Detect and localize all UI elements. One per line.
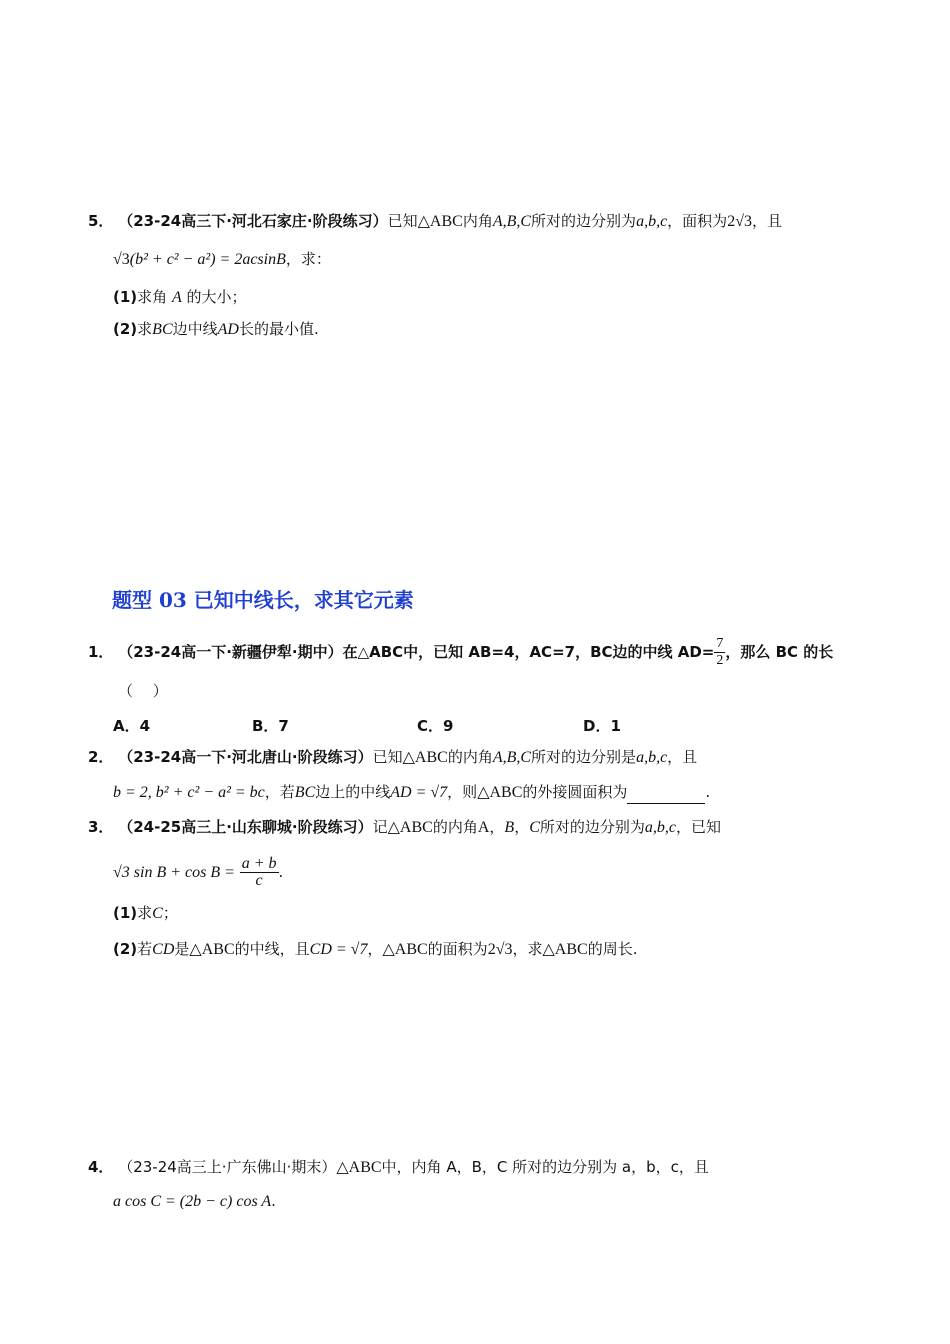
q2-line-2: b = 2, b² + c² − a² = bc，若BC边上的中线AD = √7，则△ABC的外接圆面积为 . bbox=[113, 781, 710, 804]
question-source: （24-25高三上·山东聊城·阶段练习） bbox=[118, 818, 373, 836]
answer-blank[interactable] bbox=[627, 787, 705, 804]
question-source: （23-24高一下·新疆伊犁·期中） bbox=[118, 643, 343, 661]
question-source: （23-24高一下·河北唐山·阶段练习） bbox=[118, 748, 373, 766]
fraction: $\frac{a + b}{c}$ bbox=[241, 855, 277, 889]
q5-line-2: √3(b² + c² − a²) = 2acsinB，求： bbox=[113, 250, 331, 268]
section-title: 题型 03 已知中线长，求其它元素 bbox=[112, 588, 414, 612]
question-number: 4． bbox=[88, 1158, 114, 1176]
q3-line-1: 3． （24-25高三上·山东聊城·阶段练习）记△ABC的内角A，B，C所对的边分别为a,b,c，已知 bbox=[88, 818, 722, 836]
q3-part-1: (1)求C； bbox=[113, 904, 178, 922]
question-number: 1． bbox=[88, 643, 114, 661]
q5-part-2: (2)求BC边中线AD长的最小值. bbox=[113, 320, 319, 338]
q1-line-1: 1． （23-24高一下·新疆伊犁·期中）在△ABC中，已知 AB=4，AC=7，BC边的中线 AD= $\frac{7}{2}$ ，那么 BC 的长 bbox=[88, 636, 834, 668]
q4-line-2: a cos C = (2b − c) cos A. bbox=[113, 1192, 276, 1210]
fraction: $\frac{7}{2}$ bbox=[716, 636, 724, 668]
q2-line-1: 2． （23-24高一下·河北唐山·阶段练习）已知△ABC的内角A,B,C所对的边分别是a,b,c，且 bbox=[88, 748, 698, 766]
q5-part-1: (1)求角 A 的大小； bbox=[113, 288, 247, 306]
question-source: （23-24高三下·河北石家庄·阶段练习） bbox=[118, 212, 388, 230]
question-source: （23-24高三上·广东佛山·期末） bbox=[118, 1158, 337, 1176]
q4-line-1: 4． （23-24高三上·广东佛山·期末）△ABC中，内角 A，B，C 所对的边分别为 a，b，c，且 bbox=[88, 1158, 709, 1176]
option-c: C．9 bbox=[417, 717, 454, 735]
question-number: 2． bbox=[88, 748, 114, 766]
q3-part-2: (2)若CD是△ABC的中线，且CD = √7，△ABC的面积为2√3，求△ABC的周长. bbox=[113, 940, 638, 958]
option-d: D．1 bbox=[583, 717, 621, 735]
q5-line-1: 5． （23-24高三下·河北石家庄·阶段练习）已知△ABC内角A,B,C所对的边分别为a,b,c，面积为2√3，且 bbox=[88, 212, 782, 230]
option-b: B．7 bbox=[252, 717, 289, 735]
question-number: 5． bbox=[88, 212, 114, 230]
question-number: 3． bbox=[88, 818, 114, 836]
option-a: A．4 bbox=[113, 717, 151, 735]
q3-line-2: √3 sin B + cos B = $\frac{a + b}{c}$ . bbox=[113, 855, 284, 889]
answer-parentheses: （ ） bbox=[118, 682, 168, 700]
